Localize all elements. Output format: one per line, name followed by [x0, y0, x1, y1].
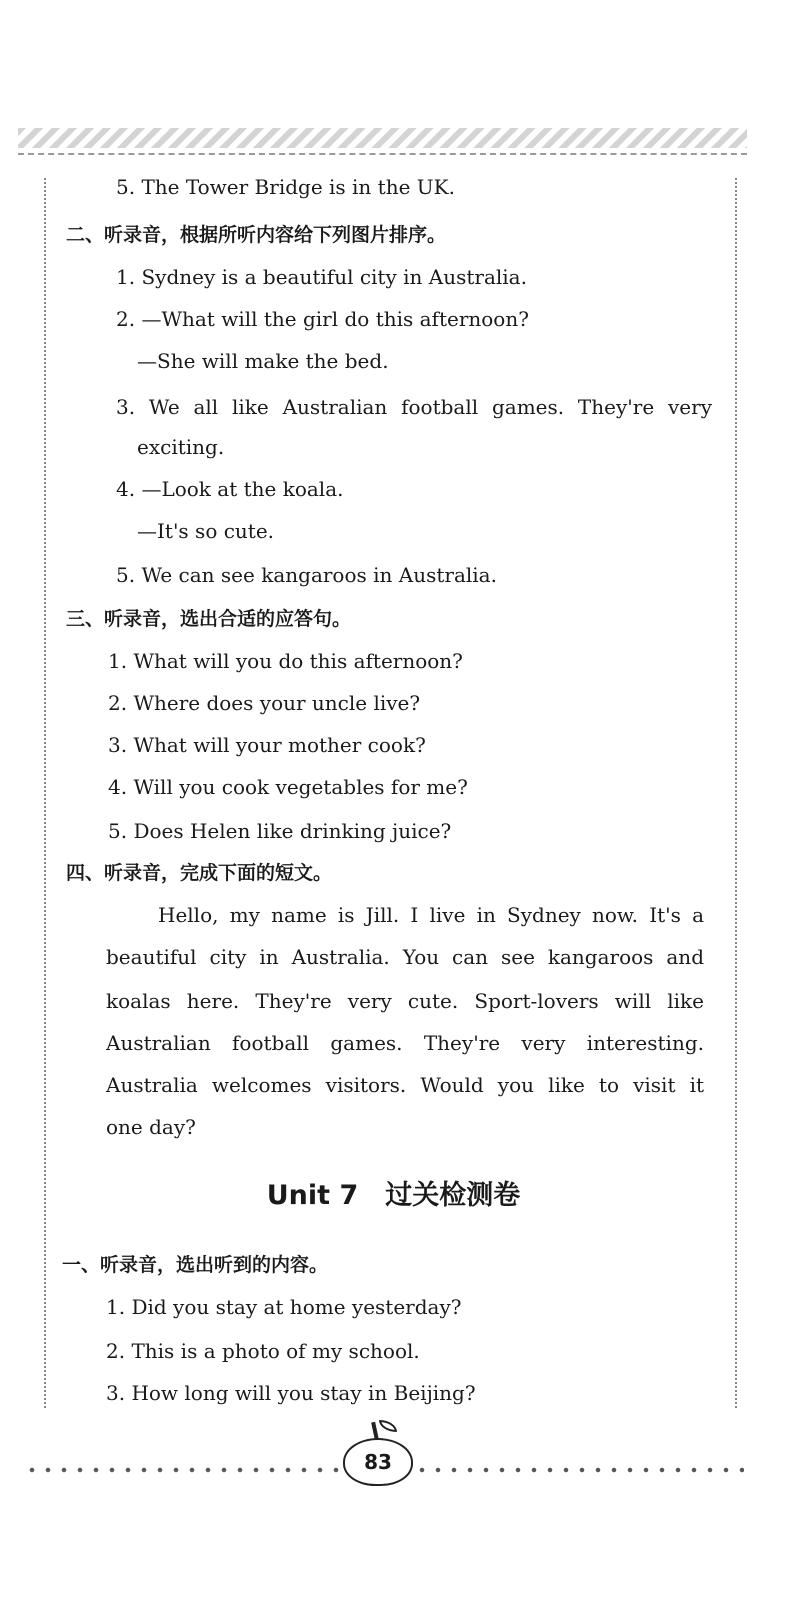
s2-item-5: 5. We can see kangaroos in Australia. [116, 563, 497, 587]
section-3-heading: 三、听录音，选出合适的应答句。 [66, 608, 352, 630]
passage-line-5: Australia welcomes visitors. Would you like to visit it [106, 1073, 704, 1097]
section-2-heading: 二、听录音，根据所听内容给下列图片排序。 [66, 224, 447, 246]
unit-section-1-heading: 一、听录音，选出听到的内容。 [62, 1254, 329, 1276]
page-number: 83 [343, 1438, 413, 1486]
s2-item-3-line-2: exciting. [137, 435, 225, 459]
s2-item-2-answer: —She will make the bed. [137, 349, 389, 373]
s1-item-5: 5. The Tower Bridge is in the UK. [116, 175, 455, 199]
u-item-3: 3. How long will you stay in Beijing? [106, 1381, 476, 1405]
unit-title: Unit 7 过关检测卷 [266, 1180, 521, 1211]
footer-dots-right [414, 1462, 744, 1478]
passage-line-4: Australian football games. They're very interesting. [106, 1031, 704, 1055]
s3-item-5: 5. Does Helen like drinking juice? [108, 819, 452, 843]
s3-item-4: 4. Will you cook vegetables for me? [108, 775, 468, 799]
s2-item-2-question: 2. —What will the girl do this afternoon? [116, 307, 529, 331]
u-item-2: 2. This is a photo of my school. [106, 1339, 420, 1363]
section-4-heading: 四、听录音，完成下面的短文。 [66, 862, 333, 884]
s2-item-1: 1. Sydney is a beautiful city in Australia. [116, 265, 527, 289]
left-margin-rule [44, 178, 46, 1408]
passage-line-1: Hello, my name is Jill. I live in Sydney now. It's a [158, 903, 704, 927]
apple-leaf-icon [379, 1420, 397, 1432]
right-margin-rule [735, 178, 737, 1408]
s3-item-2: 2. Where does your uncle live? [108, 691, 421, 715]
s2-item-4-question: 4. —Look at the koala. [116, 477, 344, 501]
footer-dots-left [24, 1462, 340, 1478]
passage-line-3: koalas here. They're very cute. Sport-lovers will like [106, 989, 704, 1013]
header-hatch-band [18, 128, 747, 148]
passage-line-6: one day? [106, 1115, 196, 1139]
u-item-1: 1. Did you stay at home yesterday? [106, 1295, 462, 1319]
s2-item-4-answer: —It's so cute. [137, 519, 275, 543]
s3-item-3: 3. What will your mother cook? [108, 733, 426, 757]
s2-item-3-line-1: 3. We all like Australian football games. They're very [116, 395, 712, 419]
header-dashed-rule [18, 153, 747, 155]
s3-item-1: 1. What will you do this afternoon? [108, 649, 463, 673]
passage-line-2: beautiful city in Australia. You can see kangaroos and [106, 945, 704, 969]
